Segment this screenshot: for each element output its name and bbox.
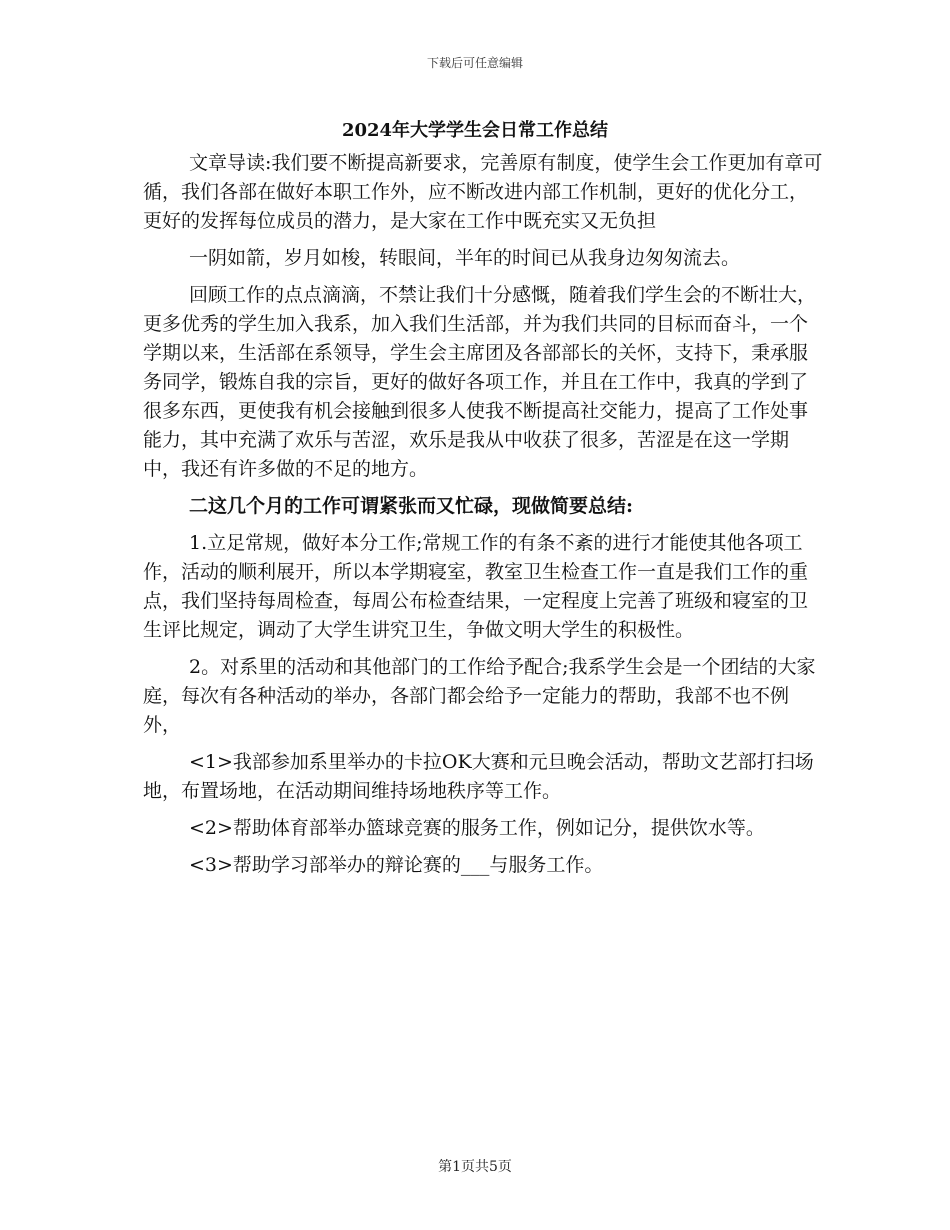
page-header: 下载后可任意编辑: [426, 56, 523, 70]
paragraph-subitem-3: <3>帮助学习部举办的辩论赛的___与服务工作。: [189, 854, 604, 876]
paragraph-subitem-1: <1>我部参加系里举办的卡拉OK大赛和元旦晚会活动，帮助文艺部打扫场地，布置场地，在活动期间维持场地秩序等工作。: [143, 751, 814, 802]
paragraph-opening: 一阴如箭，岁月如梭，转眼间，半年的时间已从我身边匆匆流去。: [189, 247, 741, 269]
page-footer: 第1页共5页: [438, 1159, 512, 1175]
section-heading: 二这几个月的工作可谓紧张而又忙碌，现做简要总结:: [189, 495, 634, 517]
document-title: 2024年大学学生会日常工作总结: [341, 120, 609, 141]
paragraph-item-2: 2。对系里的活动和其他部门的工作给予配合;我系学生会是一个团结的大家庭，每次有各种活动的举办，各部门都会给予一定能力的帮助，我部不也不例外，: [143, 656, 816, 736]
paragraph-subitem-2: <2>帮助体育部举办篮球竞赛的服务工作，例如记分，提供饮水等。: [189, 817, 765, 839]
document-body: [143, 149, 823, 880]
paragraph-intro: 文章导读:我们要不断提高新要求，完善原有制度，使学生会工作更加有章可循，我们各部在做好本职工作外，应不断改进内部工作机制，更好的优化分工，更好的发挥每位成员的潜力，是大家在工作中既充实又无负担: [143, 152, 823, 232]
paragraph-item-1: 1.立足常规，做好本分工作;常规工作的有条不紊的进行才能使其他各项工作，活动的顺利展开，所以本学期寝室，教室卫生检查工作一直是我们工作的重点，我们坚持每周检查，每周公布检查结果，一定程度上完善了班级和寝室的卫生评比规定，调动了大学生讲究卫生，争做文明大学生的积极性。: [143, 532, 809, 641]
paragraph-review: 回顾工作的点点滴滴，不禁让我们十分感慨，随着我们学生会的不断壮大，更多优秀的学生加入我系，加入我们生活部，并为我们共同的目标而奋斗，一个学期以来，生活部在系领导，学生会主席团及各部部长的关怀，支持下，秉承服务同学，锻炼自我的宗旨，更好的做好各项工作，并且在工作中，我真的学到了很多东西，更使我有机会接触到很多人使我不断提高社交能力，提高了工作处事能力，其中充满了欢乐与苦涩，欢乐是我从中收获了很多，苦涩是在这一学期中，我还有许多做的不足的地方。: [143, 284, 817, 480]
